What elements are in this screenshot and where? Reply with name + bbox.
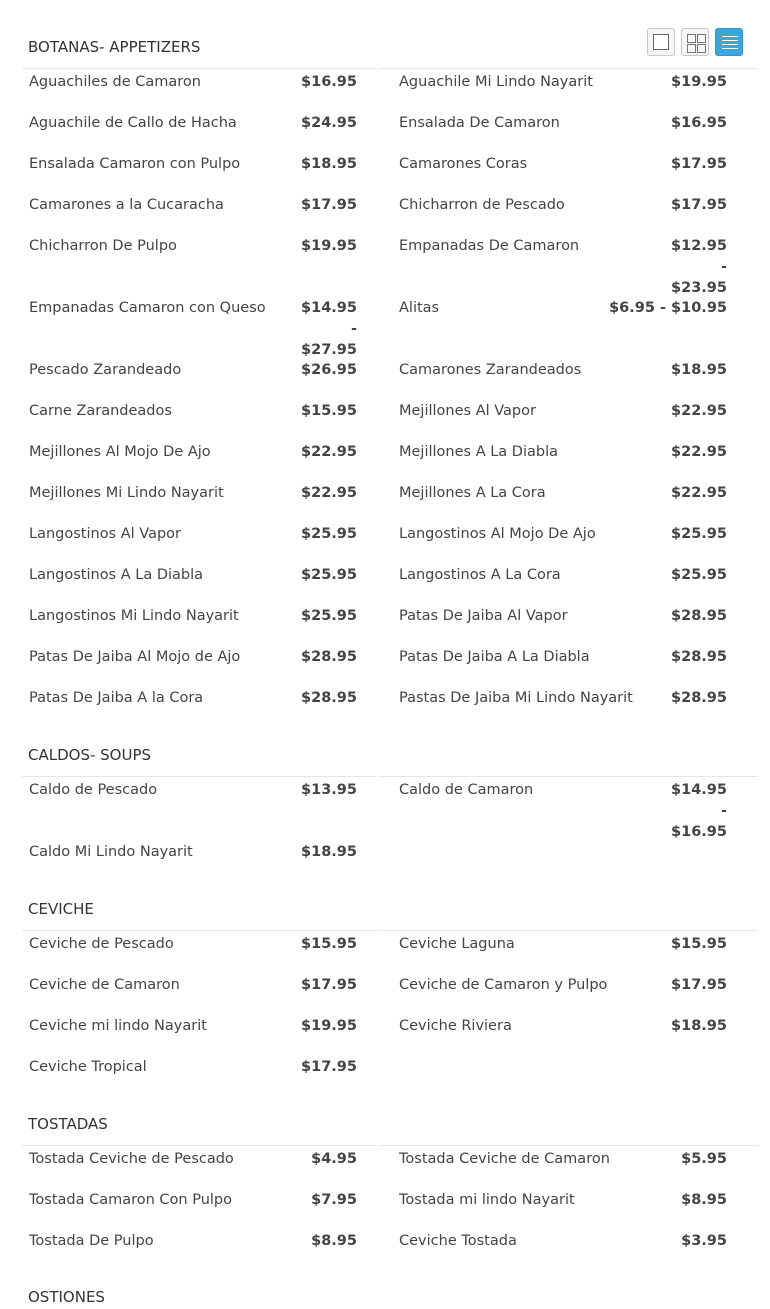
item-name: Langostinos Al Mojo De Ajo — [399, 526, 596, 542]
item-name: Ceviche Riviera — [399, 1018, 512, 1034]
item-price: $25.95 — [671, 567, 727, 583]
menu-item[interactable] — [29, 688, 357, 729]
item-price: $25.95 — [301, 567, 357, 583]
section-title: CEVICHE — [28, 900, 94, 918]
item-name: Alitas — [399, 300, 440, 316]
menu-item[interactable] — [399, 298, 727, 360]
menu-section — [22, 899, 758, 1075]
item-name: Mejillones A La Cora — [399, 485, 546, 501]
item-name: Empanadas Camaron con Queso — [29, 300, 266, 316]
menu-item[interactable] — [399, 1190, 727, 1231]
menu-item[interactable] — [399, 1149, 727, 1190]
item-name: Aguachiles de Camaron — [29, 74, 201, 90]
item-price: $22.95 — [301, 485, 357, 501]
item-name: Ceviche mi lindo Nayarit — [29, 1018, 207, 1034]
menu-item[interactable] — [29, 565, 357, 606]
menu-item[interactable] — [399, 647, 727, 688]
item-name: Tostada De Pulpo — [29, 1233, 154, 1249]
item-price: $22.95 — [671, 444, 727, 460]
item-name: Patas De Jaiba Al Mojo de Ajo — [29, 649, 241, 665]
menu-item[interactable] — [29, 113, 357, 154]
item-name: Aguachile de Callo de Hacha — [29, 115, 237, 131]
item-price: $8.95 — [311, 1233, 357, 1249]
menu-item[interactable] — [29, 401, 357, 442]
menu-item[interactable] — [399, 360, 727, 401]
menu-item[interactable] — [399, 1231, 727, 1272]
item-price: $7.95 — [311, 1192, 357, 1208]
menu-item[interactable] — [399, 113, 727, 154]
item-price: $18.95 — [301, 156, 357, 172]
item-price: $3.95 — [681, 1233, 727, 1249]
menu-item[interactable] — [29, 1149, 357, 1190]
section-title: CALDOS- SOUPS — [28, 746, 152, 764]
item-price: $28.95 — [671, 649, 727, 665]
menu-item[interactable] — [29, 195, 357, 236]
item-name: Pastas De Jaiba Mi Lindo Nayarit — [399, 690, 633, 706]
section-divider — [380, 930, 758, 931]
item-name: Ensalada Camaron con Pulpo — [29, 156, 241, 172]
section-title: BOTANAS- APPETIZERS — [28, 38, 201, 56]
menu-item[interactable] — [399, 236, 727, 298]
menu-item[interactable] — [29, 154, 357, 195]
item-price: $19.95 — [671, 74, 727, 90]
menu-item[interactable] — [29, 842, 357, 883]
menu-section — [22, 1287, 758, 1307]
menu-item[interactable] — [29, 236, 357, 298]
item-name: Langostinos A La Cora — [399, 567, 561, 583]
menu-item[interactable] — [29, 606, 357, 647]
item-price: $28.95 — [671, 690, 727, 706]
section-divider — [22, 776, 377, 777]
item-name: Ceviche Tostada — [399, 1233, 517, 1249]
section-title: OSTIONES — [28, 1288, 105, 1306]
section-divider — [22, 1145, 377, 1146]
menu-section — [22, 1114, 758, 1249]
item-price: $24.95 — [301, 115, 357, 131]
item-name: Patas De Jaiba A la Cora — [29, 690, 204, 706]
item-name: Caldo de Pescado — [29, 782, 158, 798]
menu-item[interactable] — [399, 483, 727, 524]
item-price: $22.95 — [301, 444, 357, 460]
menu-item[interactable] — [29, 483, 357, 524]
item-name: Camarones Coras — [399, 156, 528, 172]
item-price: $17.95 — [301, 197, 357, 213]
item-price: $15.95 — [301, 403, 357, 419]
item-name: Ceviche Laguna — [399, 936, 515, 952]
menu-item[interactable] — [399, 780, 727, 842]
item-price: $25.95 — [301, 526, 357, 542]
item-name: Ceviche de Camaron y Pulpo — [399, 977, 608, 993]
item-price: $18.95 — [301, 844, 357, 860]
item-name: Patas De Jaiba Al Vapor — [399, 608, 568, 624]
item-price: $5.95 — [681, 1151, 727, 1167]
item-price: $13.95 — [301, 782, 357, 798]
item-price: $8.95 — [681, 1192, 727, 1208]
item-name: Tostada Ceviche de Pescado — [29, 1151, 234, 1167]
item-price: $14.95 - $16.95 — [671, 782, 727, 840]
item-name: Ceviche Tropical — [29, 1059, 147, 1075]
section-divider — [380, 68, 758, 69]
item-price: $17.95 — [671, 197, 727, 213]
item-name: Mejillones A La Diabla — [399, 444, 558, 460]
item-name: Langostinos Mi Lindo Nayarit — [29, 608, 239, 624]
section-title: TOSTADAS — [28, 1115, 108, 1133]
menu-item[interactable] — [29, 524, 357, 565]
item-price: $6.95 - $10.95 — [609, 300, 727, 316]
item-price: $14.95 - $27.95 — [301, 300, 357, 358]
menu-item[interactable] — [29, 298, 357, 360]
item-name: Mejillones Al Vapor — [399, 403, 536, 419]
item-name: Aguachile Mi Lindo Nayarit — [399, 74, 593, 90]
item-name: Chicharron De Pulpo — [29, 238, 177, 254]
menu-item[interactable] — [29, 442, 357, 483]
item-price: $15.95 — [671, 936, 727, 952]
menu-item[interactable] — [29, 647, 357, 688]
menu-section — [22, 745, 758, 860]
menu-item[interactable] — [399, 154, 727, 195]
item-name: Langostinos Al Vapor — [29, 526, 181, 542]
item-price: $25.95 — [301, 608, 357, 624]
item-name: Ceviche de Pescado — [29, 936, 174, 952]
menu-item[interactable] — [399, 442, 727, 483]
menu-item[interactable] — [29, 780, 357, 842]
item-name: Camarones Zarandeados — [399, 362, 582, 378]
item-price: $15.95 — [301, 936, 357, 952]
item-name: Chicharron de Pescado — [399, 197, 565, 213]
menu-item[interactable] — [399, 401, 727, 442]
item-price: $17.95 — [301, 1059, 357, 1075]
item-name: Ensalada De Camaron — [399, 115, 560, 131]
item-name: Empanadas De Camaron — [399, 238, 580, 254]
item-name: Caldo Mi Lindo Nayarit — [29, 844, 193, 860]
item-price: $26.95 — [301, 362, 357, 378]
item-name: Tostada Camaron Con Pulpo — [29, 1192, 232, 1208]
item-price: $22.95 — [671, 485, 727, 501]
item-price: $28.95 — [301, 690, 357, 706]
item-price: $18.95 — [671, 1018, 727, 1034]
item-price: $16.95 — [671, 115, 727, 131]
menu-item[interactable] — [399, 606, 727, 647]
menu-item[interactable] — [29, 1057, 357, 1098]
menu-item[interactable] — [399, 688, 727, 729]
item-name: Tostada mi lindo Nayarit — [399, 1192, 575, 1208]
menu-item[interactable] — [29, 1231, 357, 1272]
item-name: Ceviche de Camaron — [29, 977, 180, 993]
item-price: $19.95 — [301, 238, 357, 254]
item-name: Mejillones Al Mojo De Ajo — [29, 444, 211, 460]
menu-item[interactable] — [399, 72, 727, 113]
menu-section — [22, 37, 758, 706]
item-price: $16.95 — [301, 74, 357, 90]
item-price: $17.95 — [671, 156, 727, 172]
menu-item[interactable] — [399, 1016, 727, 1057]
menu-item[interactable] — [29, 360, 357, 401]
menu-item[interactable] — [29, 975, 357, 1016]
item-price: $25.95 — [671, 526, 727, 542]
item-name: Mejillones Mi Lindo Nayarit — [29, 485, 224, 501]
item-price: $19.95 — [301, 1018, 357, 1034]
menu-item[interactable] — [399, 565, 727, 606]
item-name: Pescado Zarandeado — [29, 362, 182, 378]
item-name: Tostada Ceviche de Camaron — [399, 1151, 610, 1167]
section-divider — [22, 68, 377, 69]
menu-item[interactable] — [399, 975, 727, 1016]
item-name: Camarones a la Cucaracha — [29, 197, 224, 213]
section-divider — [22, 930, 377, 931]
item-price: $18.95 — [671, 362, 727, 378]
item-price: $4.95 — [311, 1151, 357, 1167]
menu-item[interactable] — [399, 934, 727, 975]
item-price: $17.95 — [671, 977, 727, 993]
menu-item[interactable] — [399, 195, 727, 236]
section-divider — [380, 776, 758, 777]
menu-item[interactable] — [29, 934, 357, 975]
item-name: Carne Zarandeados — [29, 403, 172, 419]
item-name: Caldo de Camaron — [399, 782, 534, 798]
menu-item[interactable] — [29, 72, 357, 113]
item-price: $22.95 — [671, 403, 727, 419]
menu-item[interactable] — [399, 524, 727, 565]
item-name: Patas De Jaiba A La Diabla — [399, 649, 590, 665]
section-divider — [380, 1145, 758, 1146]
item-name: Langostinos A La Diabla — [29, 567, 204, 583]
item-price: $17.95 — [301, 977, 357, 993]
item-price: $28.95 — [301, 649, 357, 665]
menu-item[interactable] — [29, 1190, 357, 1231]
menu-item[interactable] — [29, 1016, 357, 1057]
item-price: $12.95 - $23.95 — [671, 238, 727, 296]
item-price: $28.95 — [671, 608, 727, 624]
